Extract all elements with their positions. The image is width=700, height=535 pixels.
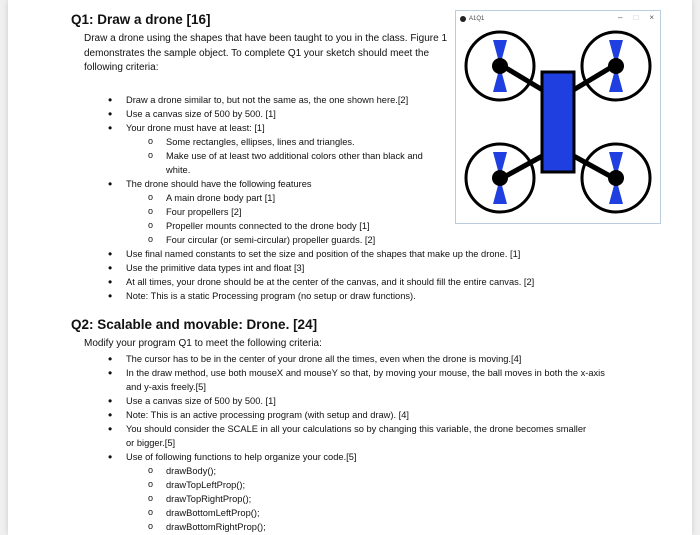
q2-criterion: • In the draw method, use both mouseX and mouseY so that, by moving your mouse, the ball moves in both the x-axis and y-axis freely.[5] <box>71 366 616 394</box>
sketch-window <box>455 10 661 224</box>
q2-criterion: • Note: This is an active processing program (with setup and draw). [4] <box>71 408 621 422</box>
q1-criterion-text: Your drone must have at least: [1] <box>126 123 265 133</box>
propeller-hub <box>608 58 624 74</box>
q1-atleast-item: o Make use of at least two additional colors other than black and white. <box>126 149 431 177</box>
q2-function-item: o drawBottomRightProp(); <box>126 520 621 534</box>
q1-feature-item: o A main drone body part [1] <box>126 191 611 205</box>
q1-feature-item: o Propeller mounts connected to the drone body [1] <box>126 219 611 233</box>
q1-features-label: The drone should have the following features <box>126 179 312 189</box>
q1-intro: Draw a drone using the shapes that have been taught to you in the class. Figure 1 demonstrates the sample object. To complete Q1 your sketch should meet the following criteria: <box>84 33 448 73</box>
close-button[interactable]: × <box>649 13 654 22</box>
sketch-canvas <box>456 26 660 223</box>
q1-feature-item: o Four circular (or semi-circular) propeller guards. [2] <box>126 233 611 247</box>
minimize-button[interactable]: – <box>618 13 623 22</box>
q2-function-item: o drawTopLeftProp(); <box>126 478 621 492</box>
q1-criterion: • At all times, your drone should be at the center of the canvas, and it should fill the entire canvas. [2] <box>71 275 611 289</box>
q1-atleast-item: o Some rectangles, ellipses, lines and triangles. <box>126 135 446 149</box>
q2-criterion <box>71 450 621 534</box>
q1-criterion: • Draw a drone similar to, but not the same as, the one shown here.[2] <box>71 93 611 107</box>
window-title: A1Q1 <box>469 15 485 22</box>
propeller-hub <box>492 58 508 74</box>
drone-drawing <box>456 26 660 223</box>
q2-criterion: • You should consider the SCALE in all your calculations so by changing this variable, the drone becomes smaller or bigger.[5] <box>71 422 596 450</box>
window-titlebar <box>456 11 660 26</box>
maximize-button[interactable]: □ <box>633 13 639 22</box>
document-page <box>8 0 692 535</box>
q2-title: Q2: Scalable and movable: Drone. [24] <box>71 317 318 332</box>
q2-function-item: o drawTopRightProp(); <box>126 492 621 506</box>
drone-body <box>542 72 574 172</box>
processing-app-icon <box>460 16 466 22</box>
q2-function-item: o drawBody(); <box>126 464 621 478</box>
q1-criterion: • Note: This is a static Processing program (no setup or draw functions). <box>71 289 611 303</box>
q2-function-item: o drawBottomLeftProp(); <box>126 506 621 520</box>
q2-criterion: • The cursor has to be in the center of your drone all the times, even when the drone is moving.[4] <box>71 352 621 366</box>
propeller-hub <box>608 170 624 186</box>
q2-criterion: • Use a canvas size of 500 by 500. [1] <box>71 394 621 408</box>
propeller-hub <box>492 170 508 186</box>
q2-functions-label: Use of following functions to help organize your code.[5] <box>126 452 357 462</box>
q1-criterion: • Use final named constants to set the size and position of the shapes that make up the drone. [1] <box>71 247 611 261</box>
q2-criteria <box>71 352 621 534</box>
q1-criterion: • Use a canvas size of 500 by 500. [1] <box>71 107 611 121</box>
q1-criterion: • Use the primitive data types int and float [3] <box>71 261 611 275</box>
q1-title: Q1: Draw a drone [16] <box>71 12 211 27</box>
q1-feature-item: o Four propellers [2] <box>126 205 611 219</box>
q2-intro: Modify your program Q1 to meet the following criteria: <box>84 338 322 349</box>
